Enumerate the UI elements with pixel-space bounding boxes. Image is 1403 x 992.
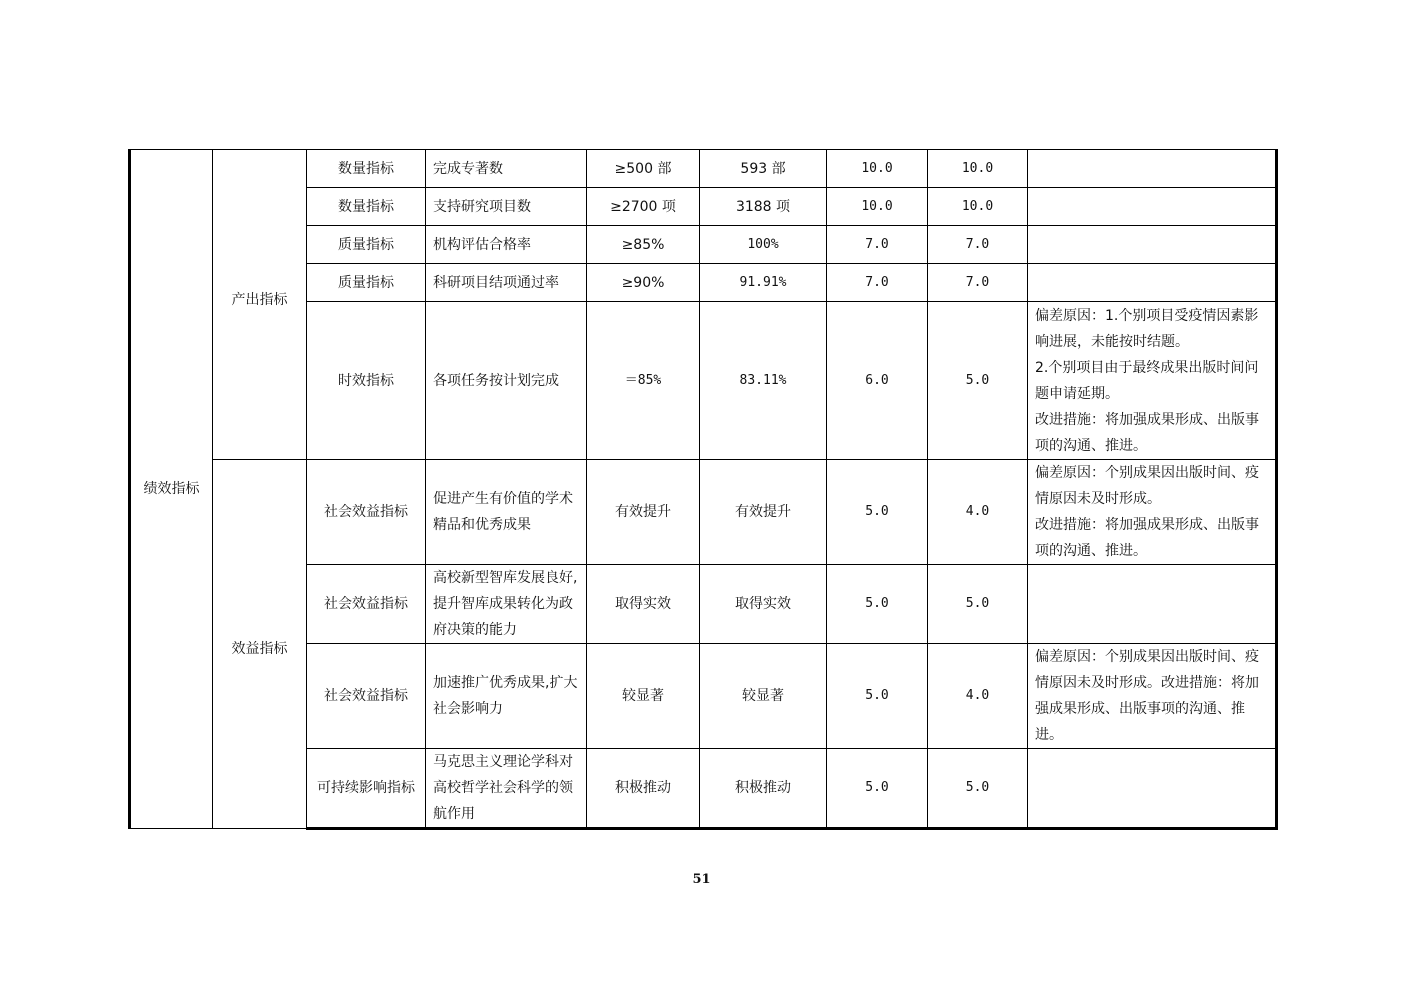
score-cell: 5.0	[928, 565, 1028, 644]
weight-cell: 5.0	[827, 644, 928, 749]
target-cell: ≥90%	[587, 264, 700, 302]
note-line: 偏差原因：个别成果因出版时间、疫情原因未及时形成。	[1035, 465, 1259, 507]
weight-cell: 6.0	[827, 302, 928, 460]
indicator-cell: 马克思主义理论学科对高校哲学社会科学的领航作用	[426, 749, 587, 829]
table-row	[130, 150, 1277, 188]
indicator-cell: 科研项目结项通过率	[426, 264, 587, 302]
weight-cell: 7.0	[827, 264, 928, 302]
note-cell	[1028, 150, 1277, 188]
level3-cell: 社会效益指标	[307, 565, 426, 644]
target-cell: ≥2700 项	[587, 188, 700, 226]
score-cell: 4.0	[928, 460, 1028, 565]
weight-cell: 5.0	[827, 749, 928, 829]
actual-cell: 较显著	[700, 644, 827, 749]
note-cell	[1028, 302, 1277, 460]
actual-cell: 3188 项	[700, 188, 827, 226]
level2-cell: 产出指标	[213, 150, 307, 460]
performance-indicator-table	[128, 149, 1278, 830]
target-cell: 积极推动	[587, 749, 700, 829]
score-cell: 10.0	[928, 150, 1028, 188]
score-cell: 7.0	[928, 264, 1028, 302]
score-cell: 5.0	[928, 302, 1028, 460]
level1-cell: 绩效指标	[130, 150, 213, 829]
level3-cell: 可持续影响指标	[307, 749, 426, 829]
indicator-cell: 高校新型智库发展良好,提升智库成果转化为政府决策的能力	[426, 565, 587, 644]
level3-cell: 社会效益指标	[307, 644, 426, 749]
indicator-cell: 支持研究项目数	[426, 188, 587, 226]
note-line: 偏差原因：个别成果因出版时间、疫情原因未及时形成。改进措施：将加强成果形成、出版事项的沟通、推进。	[1035, 649, 1259, 743]
table-row	[130, 460, 1277, 565]
level3-cell: 时效指标	[307, 302, 426, 460]
target-cell: 较显著	[587, 644, 700, 749]
weight-cell: 7.0	[827, 226, 928, 264]
score-cell: 7.0	[928, 226, 1028, 264]
actual-cell: 100%	[700, 226, 827, 264]
note-cell	[1028, 644, 1277, 749]
note-line: 偏差原因：1.个别项目受疫情因素影响进展，未能按时结题。	[1035, 307, 1259, 350]
score-cell: 10.0	[928, 188, 1028, 226]
note-cell	[1028, 460, 1277, 565]
target-cell: 有效提升	[587, 460, 700, 565]
level3-cell: 数量指标	[307, 188, 426, 226]
weight-cell: 10.0	[827, 150, 928, 188]
level3-cell: 社会效益指标	[307, 460, 426, 565]
note-line: 改进措施：将加强成果形成、出版事项的沟通、推进。	[1035, 411, 1259, 454]
note-cell	[1028, 226, 1277, 264]
level3-cell: 质量指标	[307, 226, 426, 264]
target-cell: ≥500 部	[587, 150, 700, 188]
level3-cell: 质量指标	[307, 264, 426, 302]
score-cell: 4.0	[928, 644, 1028, 749]
target-cell: ＝85%	[587, 302, 700, 460]
page-number: 51	[692, 872, 711, 887]
target-cell: ≥85%	[587, 226, 700, 264]
indicator-cell: 促进产生有价值的学术精品和优秀成果	[426, 460, 587, 565]
indicator-cell: 完成专著数	[426, 150, 587, 188]
level3-cell: 数量指标	[307, 150, 426, 188]
actual-cell: 取得实效	[700, 565, 827, 644]
indicator-cell: 加速推广优秀成果,扩大社会影响力	[426, 644, 587, 749]
actual-cell: 有效提升	[700, 460, 827, 565]
actual-cell: 593 部	[700, 150, 827, 188]
score-cell: 5.0	[928, 749, 1028, 829]
weight-cell: 5.0	[827, 460, 928, 565]
note-cell	[1028, 264, 1277, 302]
note-line: 改进措施：将加强成果形成、出版事项的沟通、推进。	[1035, 517, 1259, 559]
actual-cell: 积极推动	[700, 749, 827, 829]
weight-cell: 5.0	[827, 565, 928, 644]
weight-cell: 10.0	[827, 188, 928, 226]
note-cell	[1028, 749, 1277, 829]
indicator-cell: 机构评估合格率	[426, 226, 587, 264]
note-cell	[1028, 565, 1277, 644]
target-cell: 取得实效	[587, 565, 700, 644]
level2-cell: 效益指标	[213, 460, 307, 829]
note-line: 2.个别项目由于最终成果出版时间问题申请延期。	[1035, 359, 1259, 402]
actual-cell: 83.11%	[700, 302, 827, 460]
indicator-cell: 各项任务按计划完成	[426, 302, 587, 460]
note-cell	[1028, 188, 1277, 226]
actual-cell: 91.91%	[700, 264, 827, 302]
